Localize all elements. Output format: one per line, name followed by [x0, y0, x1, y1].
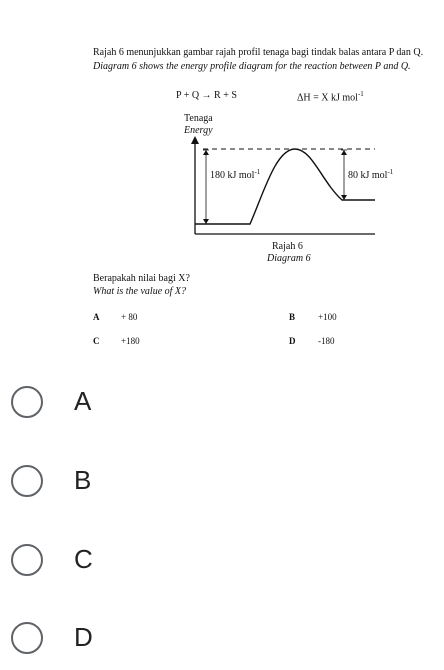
option-letter-a: A	[93, 312, 100, 322]
y-axis-label-malay: Tenaga	[184, 113, 213, 124]
energy-profile-diagram	[170, 112, 410, 282]
option-value-d: -180	[318, 336, 335, 346]
choice-label-d: D	[74, 622, 93, 652]
choice-c[interactable]	[0, 532, 444, 592]
diagram-caption-english: Diagram 6	[267, 253, 311, 264]
reaction-equation: P + Q → R + S	[176, 90, 237, 101]
y-axis-label-english: Energy	[184, 125, 213, 136]
choice-label-c: C	[74, 544, 93, 574]
energy-curve	[195, 149, 375, 224]
left-gap-label: 180 kJ mol$^{-1}$	[210, 168, 261, 181]
choice-label-a: A	[74, 386, 92, 416]
choice-d[interactable]	[0, 610, 444, 670]
option-letter-c: C	[93, 336, 100, 346]
radio-button-b[interactable]	[11, 465, 43, 497]
option-value-c: +180	[121, 336, 140, 346]
choice-label-b: B	[74, 465, 92, 495]
y-axis-arrow	[191, 136, 199, 144]
choice-b[interactable]	[0, 453, 444, 513]
option-value-b: +100	[318, 312, 337, 322]
prompt-malay: Berapakah nilai bagi X?	[93, 273, 190, 284]
choice-a[interactable]	[0, 374, 444, 434]
right-gap-label: 80 kJ mol$^{-1}$	[348, 168, 394, 181]
radio-button-a[interactable]	[11, 386, 43, 418]
option-letter-d: D	[289, 336, 296, 346]
option-letter-b: B	[289, 312, 296, 322]
option-value-a: + 80	[121, 312, 138, 322]
enthalpy-equation	[297, 90, 364, 103]
diagram-caption-malay: Rajah 6	[272, 241, 303, 252]
prompt-english: What is the value of X?	[93, 286, 187, 297]
question-line-english: Diagram 6 shows the energy profile diagram for the reaction between P and Q.	[93, 61, 411, 72]
question-line-malay: Rajah 6 menunjukkan gambar rajah profil tenaga bagi tindak balas antara P dan Q.	[93, 47, 424, 58]
enthalpy-text: ΔH = X kJ mol	[297, 92, 358, 104]
radio-button-c[interactable]	[11, 544, 43, 576]
radio-button-d[interactable]	[11, 622, 43, 654]
enthalpy-unit-sup: -1	[357, 90, 364, 98]
